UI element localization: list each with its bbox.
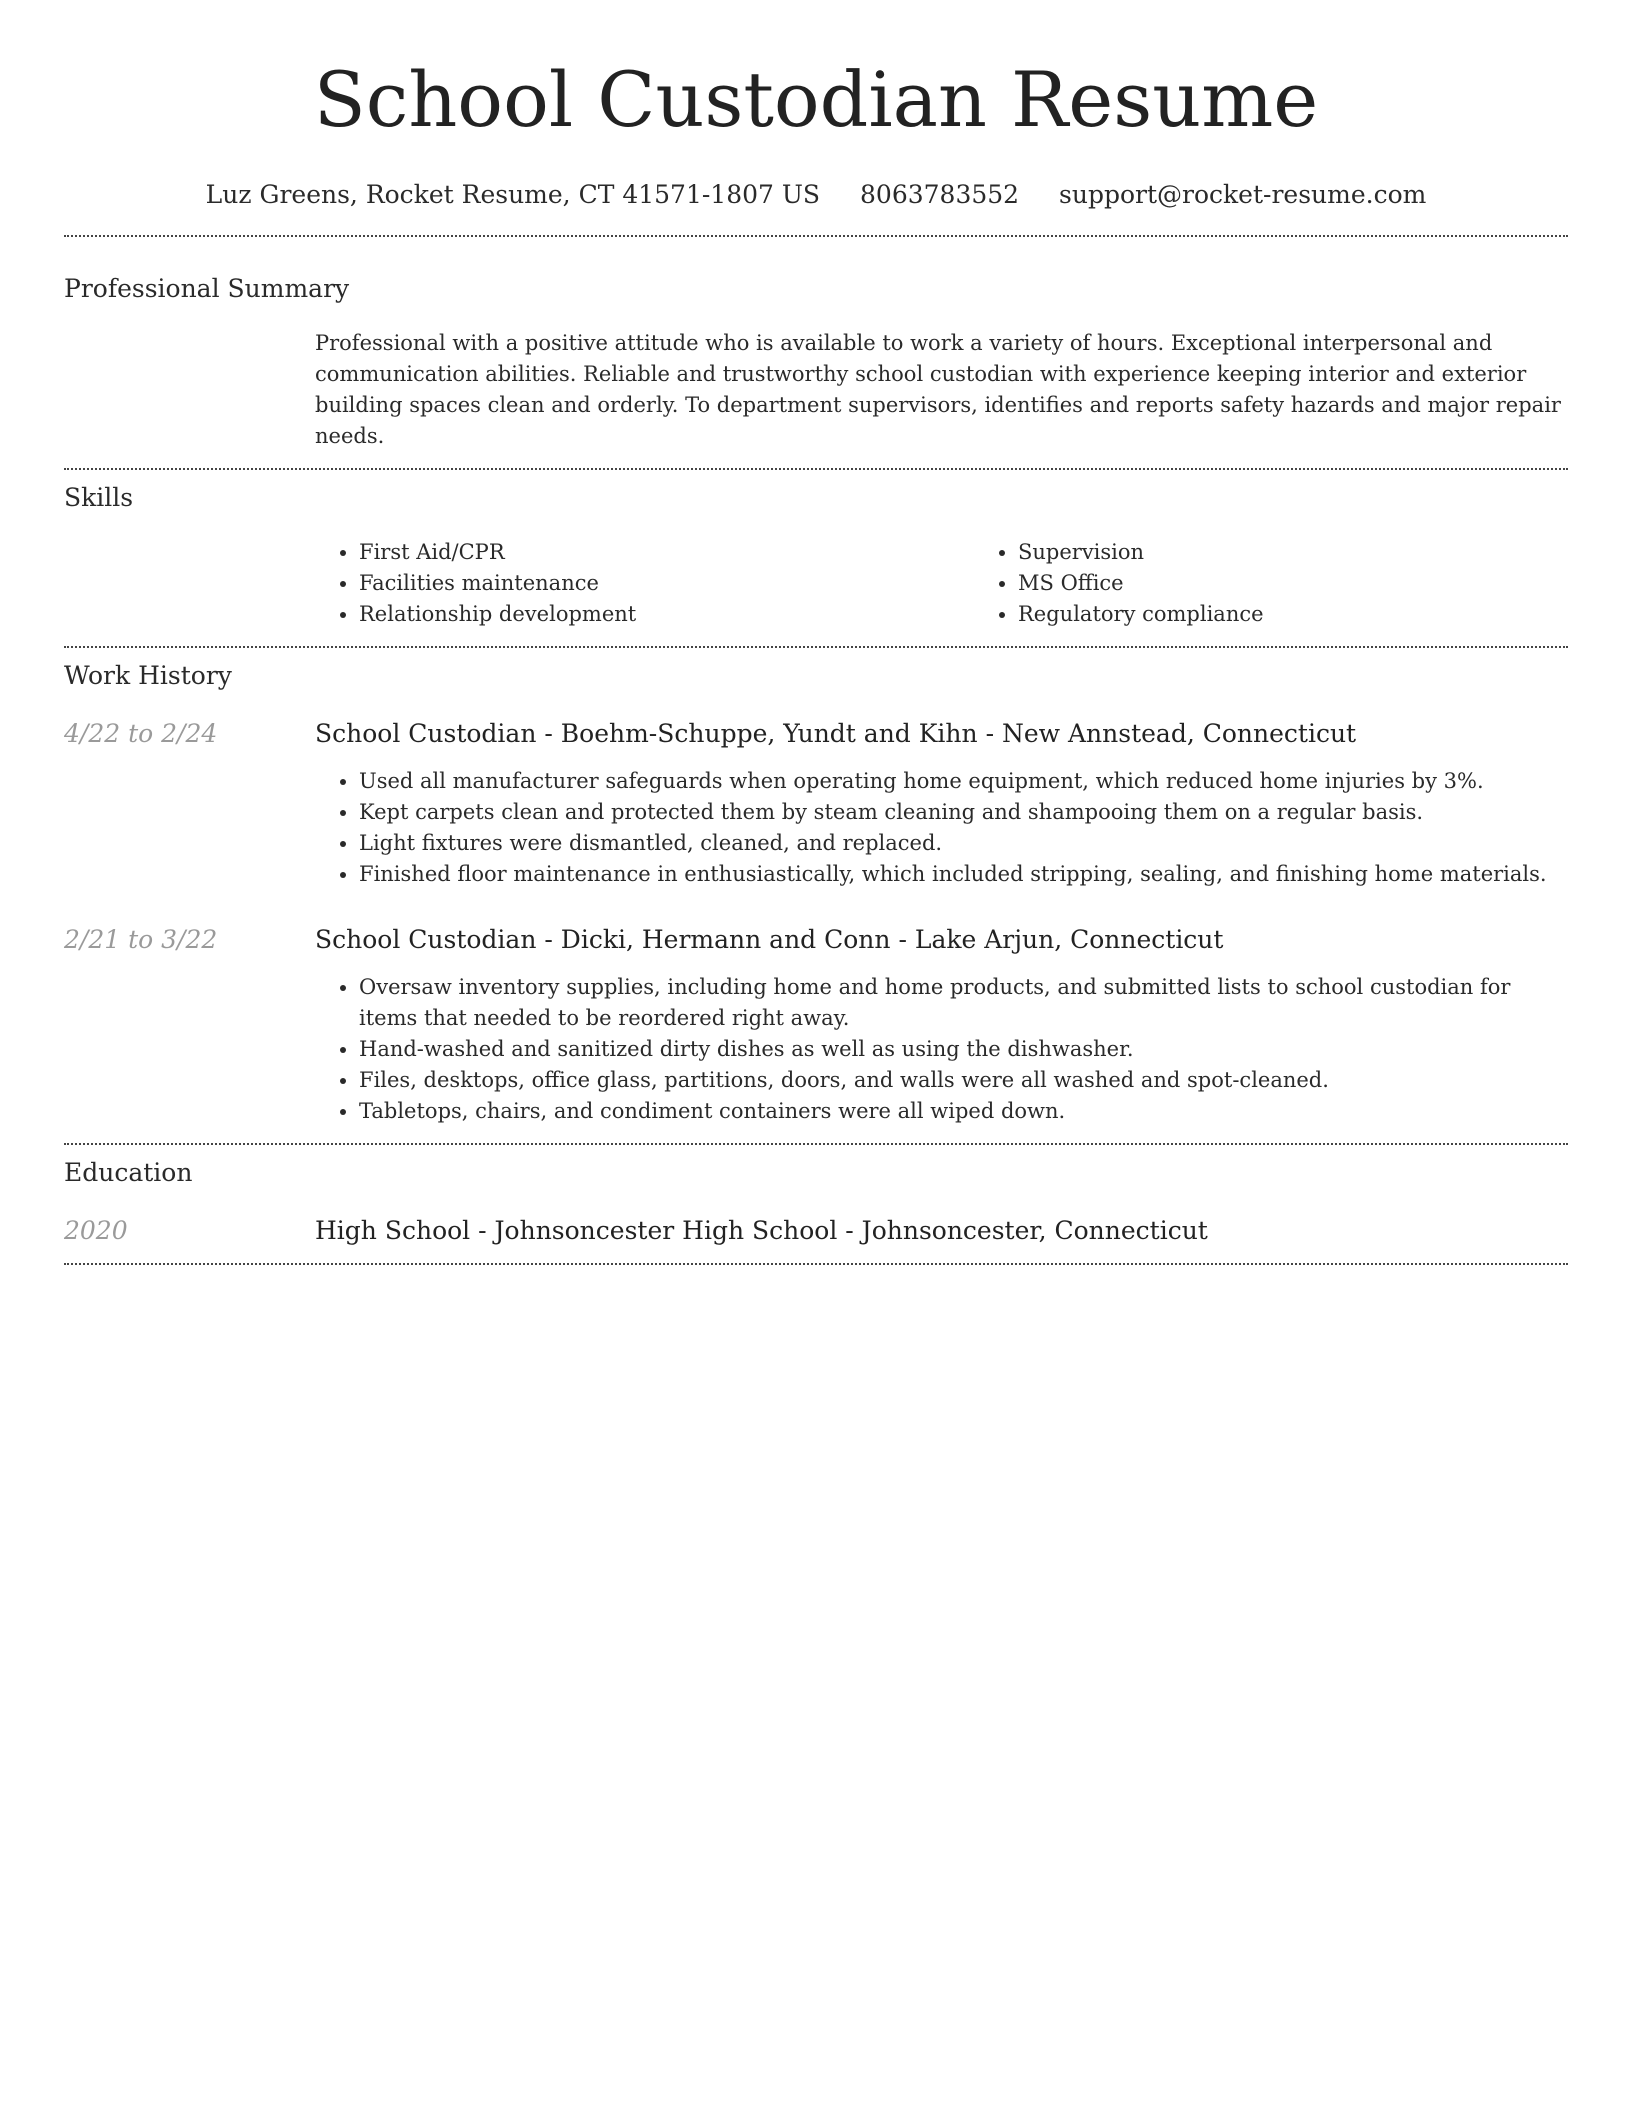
job-title: School Custodian - Boehm-Schuppe, Yundt and Kihn - New Annstead, Connecticut — [315, 719, 1357, 748]
skill-item: • Regulatory compliance — [1018, 599, 1632, 630]
job-entry — [64, 718, 1568, 890]
skills-row — [64, 537, 1568, 630]
job-bullet: • Used all manufacturer safeguards when operating home equipment, which reduced home injuries by 3%. — [359, 766, 1568, 797]
job-dates: 2/21 to 3/22 — [64, 925, 218, 954]
divider — [64, 1263, 1568, 1265]
job-bullet: • Hand-washed and sanitized dirty dishes as well as using the dishwasher. — [359, 1034, 1568, 1065]
education-entry — [64, 1215, 1568, 1247]
skill-item: • Facilities maintenance — [359, 568, 974, 599]
section-heading-skills: Skills — [64, 483, 134, 512]
job-bullet: • Tabletops, chairs, and condiment containers were all wiped down. — [359, 1096, 1568, 1127]
skill-item: • First Aid/CPR — [359, 537, 974, 568]
contact-address: Luz Greens, Rocket Resume, CT 41571-1807 US — [205, 180, 821, 209]
page-title: School Custodian Resume — [313, 55, 1319, 144]
section-heading-education: Education — [64, 1158, 193, 1187]
section-heading-work: Work History — [64, 661, 232, 690]
education-year: 2020 — [64, 1216, 128, 1245]
education-school: - Johnsoncester High School - Johnsoncester, Connecticut — [470, 1216, 1208, 1245]
job-bullets — [315, 766, 1568, 890]
skill-item: • MS Office — [1018, 568, 1632, 599]
education-degree: High School — [315, 1216, 471, 1245]
contact-phone: 8063783552 — [860, 180, 1020, 209]
skills-grid — [315, 537, 1568, 630]
job-title: School Custodian - Dicki, Hermann and Conn - Lake Arjun, Connecticut — [315, 925, 1224, 954]
job-bullet: • Light fixtures were dismantled, cleaned, and replaced. — [359, 828, 1568, 859]
skill-item: • Relationship development — [359, 599, 974, 630]
job-bullet: • Kept carpets clean and protected them by steam cleaning and shampooing them on a regular basis. — [359, 797, 1568, 828]
job-dates: 4/22 to 2/24 — [64, 719, 218, 748]
education-title — [315, 1215, 1568, 1247]
job-bullets — [315, 972, 1568, 1127]
skills-list-left — [315, 537, 974, 630]
contact-email: support@rocket-resume.com — [1059, 180, 1427, 209]
skills-list-right — [974, 537, 1632, 630]
job-bullet: • Oversaw inventory supplies, including home and home products, and submitted lists to school custodian for items that needed to be reordered right away. — [359, 972, 1568, 1034]
job-bullet: • Finished floor maintenance in enthusiastically, which included stripping, sealing, and finishing home materials. — [359, 859, 1568, 890]
job-bullet: • Files, desktops, office glass, partitions, doors, and walls were all washed and spot-cleaned. — [359, 1065, 1568, 1096]
resume-page — [64, 0, 1568, 1265]
summary-row — [64, 328, 1568, 452]
summary-text: Professional with a positive attitude who is available to work a variety of hours. Exceptional interpersonal and communication abilities. Reliable and trustworthy school custodian with experience keeping interior and exterior building spaces clean and orderly. To department supervisors, identifies and reports safety hazards and major repair needs. — [315, 331, 1561, 448]
contact-line — [64, 178, 1568, 212]
job-entry — [64, 924, 1568, 1127]
section-heading-summary: Professional Summary — [64, 274, 350, 303]
skill-item: • Supervision — [1018, 537, 1632, 568]
